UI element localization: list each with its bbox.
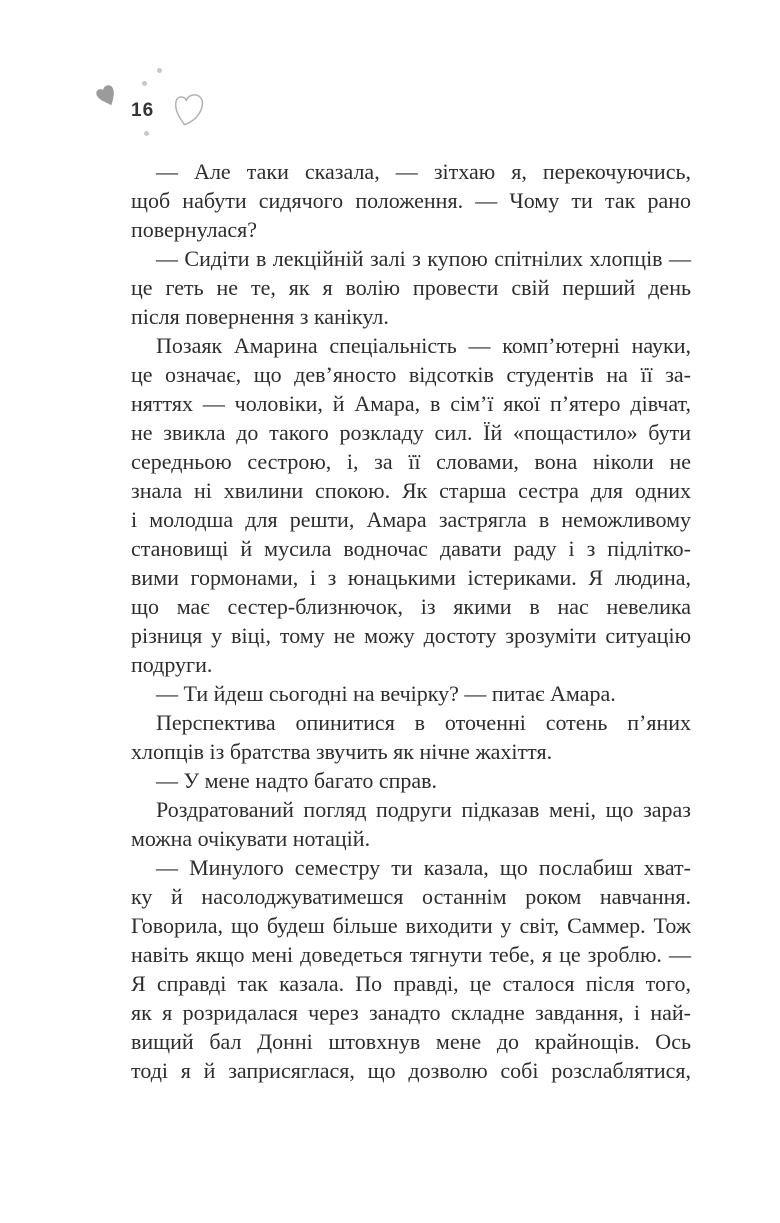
- text-line: тоді я й заприсяглася, що дозволю собі розслаблятися,: [131, 1058, 691, 1083]
- text-line: після повернення з канікул.: [131, 304, 389, 329]
- text-line: Говорила, що будеш більше виходити у світ, Саммер. Тож: [131, 913, 691, 938]
- decorative-dot: [142, 81, 147, 86]
- text-block: [131, 157, 691, 1085]
- filled-heart-icon: [93, 81, 124, 112]
- page-number: 16: [131, 100, 155, 121]
- outline-heart-shape: [173, 93, 203, 127]
- text-line: Я справді так казала. По правді, це сталося після того,: [131, 971, 691, 996]
- text-line: це геть не те, як я волію провести свій перший день: [131, 275, 691, 300]
- text-line: середньою сестрою, і, за її словами, вона ніколи не: [131, 449, 691, 474]
- decorative-dot: [144, 131, 149, 136]
- text-line: щоб набути сидячого положення. — Чому ти так рано: [131, 188, 691, 213]
- text-line: вими гормонами, і з юнацькими істериками. Я людина,: [131, 565, 691, 590]
- text-line: — Але таки сказала, — зітхаю я, перекочуючись,: [156, 159, 691, 184]
- text-line: Роздратований погляд подруги підказав мені, що зараз: [156, 797, 691, 822]
- decorative-dot: [157, 68, 162, 73]
- text-line: няттях — чоловіки, й Амара, в сім’ї якої п’ятеро дівчат,: [131, 391, 691, 416]
- text-line: і молодша для решти, Амара застрягла в неможливому: [131, 507, 691, 532]
- text-line: що має сестер-близнючок, із якими в нас невелика: [131, 594, 691, 619]
- text-line: навіть якщо мені доведеться тягнути тебе, я це зроблю. —: [131, 942, 691, 967]
- text-line: — Ти йдеш сьогодні на вечірку? — питає Амара.: [156, 681, 616, 706]
- text-line: знала ні хвилини спокою. Як старша сестра для одних: [131, 478, 691, 503]
- text-line: ку й насолоджуватимешся останнім роком навчання.: [131, 884, 691, 909]
- text-line: як я розридалася через занадто складне завдання, і най-: [131, 1000, 691, 1025]
- text-line: хлопців із братства звучить як нічне жахіття.: [131, 739, 553, 764]
- text-line: — Сидіти в лекційній залі з купою спітнілих хлопців —: [156, 246, 691, 271]
- text-line: це означає, що дев’яносто відсотків студентів на її за-: [131, 362, 691, 387]
- filled-heart-shape: [95, 84, 118, 109]
- outline-heart-icon: [171, 88, 208, 132]
- text-line: подруги.: [131, 652, 213, 677]
- text-line: становищі й мусила водночас давати раду і з підлітко-: [131, 536, 691, 561]
- text-line: — У мене надто багато справ.: [156, 768, 438, 793]
- text-line: можна очікувати нотацій.: [131, 826, 371, 851]
- text-line: не звикла до такого розкладу сил. Їй «пощастило» бути: [131, 420, 691, 445]
- text-line: — Минулого семестру ти казала, що послабиш хват-: [156, 855, 691, 880]
- text-line: різниця у віці, тому не можу достоту зрозуміти ситуацію: [131, 623, 691, 648]
- text-line: вищий бал Донні штовхнув мене до крайнощів. Ось: [131, 1029, 691, 1054]
- text-line: Перспектива опинитися в оточенні сотень п’яних: [156, 710, 691, 735]
- text-line: Позаяк Амарина спеціальність — комп’ютерні науки,: [156, 333, 691, 358]
- text-line: повернулася?: [131, 217, 257, 242]
